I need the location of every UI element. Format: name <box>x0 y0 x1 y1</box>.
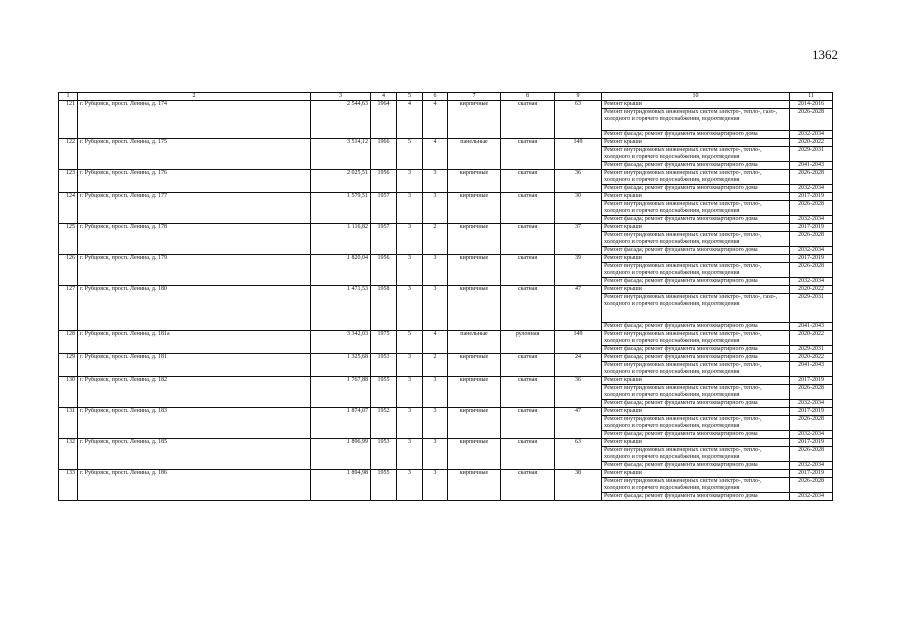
page-number: 1362 <box>812 47 838 62</box>
row-number-cell: 129 <box>59 354 78 377</box>
entrances-cell: 3 <box>423 470 448 501</box>
row-number-cell: 127 <box>59 286 78 331</box>
floors-cell: 4 <box>397 101 423 139</box>
repair-work-cell: Ремонт внутридомовых инженерных систем электро-, тепло-, холодного и горячего водоснабжения, водоотведения <box>602 478 790 493</box>
column-header-6: 6 <box>423 93 448 101</box>
repair-work-cell: Ремонт крыши <box>602 286 790 294</box>
column-header-5: 5 <box>397 93 423 101</box>
wall-material-cell: кирпичные <box>448 255 501 286</box>
entrances-cell: 3 <box>423 408 448 439</box>
repair-period-cell: 2020-2022 <box>790 139 833 147</box>
area-cell: 1 896,99 <box>311 439 371 470</box>
table-row <box>59 354 833 362</box>
residents-cell: 37 <box>555 224 602 255</box>
table-row <box>59 101 833 109</box>
address-cell: г. Рубцовск, просп. Ленина, д. 175 <box>78 139 311 170</box>
table-row <box>59 139 833 147</box>
area-cell: 1 820,04 <box>311 255 371 286</box>
row-number-cell: 124 <box>59 193 78 224</box>
wall-material-cell: кирпичные <box>448 354 501 377</box>
floors-cell: 5 <box>397 139 423 170</box>
repair-period-cell: 2026-2028 <box>790 232 833 247</box>
wall-material-cell: панельные <box>448 139 501 170</box>
column-header-9: 9 <box>555 93 602 101</box>
column-header-10: 10 <box>602 93 790 101</box>
entrances-cell: 3 <box>423 439 448 470</box>
address-cell: г. Рубцовск, просп. Ленина, д. 177 <box>78 193 311 224</box>
table-row <box>59 286 833 294</box>
roof-type-cell: рулонная <box>501 331 555 354</box>
address-cell: г. Рубцовск, просп. Ленина, д. 186 <box>78 470 311 501</box>
repair-work-cell: Ремонт крыши <box>602 139 790 147</box>
repair-work-cell: Ремонт крыши <box>602 408 790 416</box>
wall-material-cell: кирпичные <box>448 170 501 193</box>
year-cell: 1957 <box>371 193 397 224</box>
repair-work-cell: Ремонт крыши <box>602 439 790 447</box>
repair-work-cell: Ремонт крыши <box>602 255 790 263</box>
repair-period-cell: 2026-2028 <box>790 263 833 278</box>
column-header-1: 1 <box>59 93 78 101</box>
floors-cell: 5 <box>397 331 423 354</box>
area-cell: 1 874,07 <box>311 408 371 439</box>
repair-period-cell: 2017-2019 <box>790 224 833 232</box>
repair-period-cell: 2017-2019 <box>790 255 833 263</box>
roof-type-cell: скатная <box>501 224 555 255</box>
roof-type-cell: скатная <box>501 255 555 286</box>
repair-work-cell: Ремонт фасада; ремонт фундамента многоквартирного дома <box>602 431 790 439</box>
repair-work-cell: Ремонт внутридомовых инженерных систем электро-, тепло-, холодного и горячего водоснабжения, водоотведения <box>602 263 790 278</box>
roof-type-cell: скатная <box>501 408 555 439</box>
wall-material-cell: кирпичные <box>448 286 501 331</box>
floors-cell: 3 <box>397 286 423 331</box>
repair-period-cell: 2029-2031 <box>790 346 833 354</box>
repair-period-cell: 2032-2034 <box>790 131 833 139</box>
repair-work-cell: Ремонт внутридомовых инженерных систем электро-, тепло-, газо-, холодного и горячего водоснабжения, водоотведения <box>602 294 790 323</box>
roof-type-cell: скатная <box>501 170 555 193</box>
repair-work-cell: Ремонт фасада; ремонт фундамента многоквартирного дома <box>602 323 790 331</box>
area-cell: 1 894,98 <box>311 470 371 501</box>
residents-cell: 47 <box>555 408 602 439</box>
repair-work-cell: Ремонт внутридомовых инженерных систем электро-, тепло-, холодного и горячего водоснабжения, водоотведения <box>602 362 790 377</box>
year-cell: 1955 <box>371 377 397 408</box>
repair-work-cell: Ремонт фасада; ремонт фундамента многоквартирного дома <box>602 185 790 193</box>
year-cell: 1953 <box>371 439 397 470</box>
roof-type-cell: скатная <box>501 286 555 331</box>
column-header-2: 2 <box>78 93 311 101</box>
year-cell: 1956 <box>371 170 397 193</box>
address-cell: г. Рубцовск, просп. Ленина, д. 176 <box>78 170 311 193</box>
residents-cell: 149 <box>555 331 602 354</box>
repair-period-cell: 2017-2019 <box>790 408 833 416</box>
area-cell: 1 767,88 <box>311 377 371 408</box>
entrances-cell: 3 <box>423 286 448 331</box>
residents-cell: 63 <box>555 101 602 139</box>
repair-work-cell: Ремонт фасада; ремонт фундамента многоквартирного дома <box>602 162 790 170</box>
floors-cell: 3 <box>397 255 423 286</box>
entrances-cell: 3 <box>423 193 448 224</box>
repair-work-cell: Ремонт крыши <box>602 470 790 478</box>
residents-cell: 38 <box>555 470 602 501</box>
repair-period-cell: 2029-2031 <box>790 147 833 162</box>
column-header-4: 4 <box>371 93 397 101</box>
repair-period-cell: 2026-2028 <box>790 170 833 185</box>
roof-type-cell: скатная <box>501 354 555 377</box>
repair-period-cell: 2029-2031 <box>790 294 833 323</box>
repair-work-cell: Ремонт фасада; ремонт фундамента многоквартирного дома <box>602 131 790 139</box>
repair-work-cell: Ремонт внутридомовых инженерных систем электро-, тепло-, холодного и горячего водоснабжения, водоотведения <box>602 416 790 431</box>
floors-cell: 3 <box>397 439 423 470</box>
floors-cell: 3 <box>397 377 423 408</box>
column-header-7: 7 <box>448 93 501 101</box>
row-number-cell: 123 <box>59 170 78 193</box>
repair-period-cell: 2020-2022 <box>790 354 833 362</box>
table-row <box>59 377 833 385</box>
repair-period-cell: 2026-2028 <box>790 201 833 216</box>
repair-period-cell: 2026-2028 <box>790 447 833 462</box>
roof-type-cell: скатная <box>501 377 555 408</box>
address-cell: г. Рубцовск, просп. Ленина, д. 180 <box>78 286 311 331</box>
year-cell: 1958 <box>371 286 397 331</box>
repair-period-cell: 2032-2034 <box>790 493 833 501</box>
residents-cell: 36 <box>555 170 602 193</box>
repair-period-cell: 2020-2022 <box>790 286 833 294</box>
repair-work-cell: Ремонт фасада; ремонт фундамента многоквартирного дома <box>602 354 790 362</box>
year-cell: 1964 <box>371 101 397 139</box>
address-cell: г. Рубцовск, просп. Ленина, д. 178 <box>78 224 311 255</box>
wall-material-cell: кирпичные <box>448 193 501 224</box>
entrances-cell: 3 <box>423 170 448 193</box>
row-number-cell: 128 <box>59 331 78 354</box>
repair-period-cell: 2032-2034 <box>790 400 833 408</box>
repair-work-cell: Ремонт внутридомовых инженерных систем электро-, тепло-, газо-, холодного и горячего водоснабжения, водоотведения <box>602 109 790 131</box>
residents-cell: 24 <box>555 354 602 377</box>
repair-period-cell: 2032-2034 <box>790 431 833 439</box>
roof-type-cell: скатная <box>501 101 555 139</box>
roof-type-cell: скатная <box>501 439 555 470</box>
address-cell: г. Рубцовск, просп. Ленина, д. 185 <box>78 439 311 470</box>
residents-cell: 47 <box>555 286 602 331</box>
register-body <box>59 101 833 501</box>
repair-period-cell: 2026-2028 <box>790 109 833 131</box>
wall-material-cell: кирпичные <box>448 408 501 439</box>
repair-period-cell: 2032-2034 <box>790 247 833 255</box>
repair-period-cell: 2026-2028 <box>790 416 833 431</box>
repair-work-cell: Ремонт фасада; ремонт фундамента многоквартирного дома <box>602 493 790 501</box>
table-row <box>59 193 833 201</box>
floors-cell: 3 <box>397 193 423 224</box>
row-number-cell: 133 <box>59 470 78 501</box>
wall-material-cell: кирпичные <box>448 470 501 501</box>
repair-work-cell: Ремонт крыши <box>602 224 790 232</box>
row-number-cell: 131 <box>59 408 78 439</box>
row-number-cell: 132 <box>59 439 78 470</box>
column-number-row <box>59 93 833 101</box>
row-number-cell: 121 <box>59 101 78 139</box>
entrances-cell: 4 <box>423 101 448 139</box>
entrances-cell: 4 <box>423 331 448 354</box>
wall-material-cell: кирпичные <box>448 377 501 408</box>
residents-cell: 36 <box>555 377 602 408</box>
repair-work-cell: Ремонт фасада; ремонт фундамента многоквартирного дома <box>602 462 790 470</box>
roof-type-cell: скатная <box>501 470 555 501</box>
repair-work-cell: Ремонт крыши <box>602 377 790 385</box>
row-number-cell: 126 <box>59 255 78 286</box>
address-cell: г. Рубцовск, просп. Ленина, д. 181а <box>78 331 311 354</box>
repair-work-cell: Ремонт внутридомовых инженерных систем электро-, тепло-, холодного и горячего водоснабжения, водоотведения <box>602 147 790 162</box>
table-row <box>59 224 833 232</box>
column-header-8: 8 <box>501 93 555 101</box>
residents-cell: 39 <box>555 255 602 286</box>
repair-work-cell: Ремонт внутридомовых инженерных систем электро-, тепло-, холодного и горячего водоснабжения, водоотведения <box>602 232 790 247</box>
area-cell: 1 325,68 <box>311 354 371 377</box>
area-cell: 1 471,53 <box>311 286 371 331</box>
table-row <box>59 255 833 263</box>
repair-work-cell: Ремонт фасада; ремонт фундамента многоквартирного дома <box>602 278 790 286</box>
repair-period-cell: 2041-2043 <box>790 362 833 377</box>
residents-cell: 149 <box>555 139 602 170</box>
repair-period-cell: 2017-2019 <box>790 439 833 447</box>
wall-material-cell: кирпичные <box>448 224 501 255</box>
floors-cell: 3 <box>397 408 423 439</box>
wall-material-cell: кирпичные <box>448 439 501 470</box>
repair-work-cell: Ремонт внутридомовых инженерных систем электро-, тепло-, холодного и горячего водоснабжения, водоотведения <box>602 201 790 216</box>
year-cell: 1955 <box>371 470 397 501</box>
floors-cell: 3 <box>397 224 423 255</box>
roof-type-cell: скатная <box>501 139 555 170</box>
address-cell: г. Рубцовск, просп. Ленина, д. 182 <box>78 377 311 408</box>
repair-work-cell: Ремонт внутридомовых инженерных систем электро-, тепло-, холодного и горячего водоснабжения, водоотведения <box>602 331 790 346</box>
area-cell: 2 025,51 <box>311 170 371 193</box>
column-header-11: 11 <box>790 93 833 101</box>
floors-cell: 3 <box>397 354 423 377</box>
repair-period-cell: 2017-2019 <box>790 193 833 201</box>
entrances-cell: 2 <box>423 354 448 377</box>
roof-type-cell: скатная <box>501 193 555 224</box>
address-cell: г. Рубцовск, просп. Ленина, д. 183 <box>78 408 311 439</box>
table-row <box>59 170 833 185</box>
table-row <box>59 439 833 447</box>
row-number-cell: 122 <box>59 139 78 170</box>
column-header-3: 3 <box>311 93 371 101</box>
repair-period-cell: 2014-2016 <box>790 101 833 109</box>
year-cell: 1956 <box>371 255 397 286</box>
residents-cell: 63 <box>555 439 602 470</box>
repair-period-cell: 2041-2043 <box>790 323 833 331</box>
repair-work-cell: Ремонт фасада; ремонт фундамента многоквартирного дома <box>602 346 790 354</box>
entrances-cell: 3 <box>423 255 448 286</box>
repair-work-cell: Ремонт крыши <box>602 101 790 109</box>
repair-period-cell: 2041-2043 <box>790 162 833 170</box>
repair-work-cell: Ремонт внутридомовых инженерных систем электро-, тепло-, холодного и горячего водоснабжения, водоотведения <box>602 447 790 462</box>
address-cell: г. Рубцовск, просп. Ленина, д. 179 <box>78 255 311 286</box>
repair-period-cell: 2017-2019 <box>790 377 833 385</box>
wall-material-cell: панельные <box>448 331 501 354</box>
repair-period-cell: 2032-2034 <box>790 462 833 470</box>
capital-repair-register-table <box>58 92 833 501</box>
repair-period-cell: 2032-2034 <box>790 216 833 224</box>
repair-period-cell: 2026-2028 <box>790 385 833 400</box>
repair-work-cell: Ремонт внутридомовых инженерных систем электро-, тепло-, холодного и горячего водоснабжения, водоотведения <box>602 170 790 185</box>
floors-cell: 3 <box>397 170 423 193</box>
area-cell: 3 514,12 <box>311 139 371 170</box>
repair-work-cell: Ремонт фасада; ремонт фундамента многоквартирного дома <box>602 400 790 408</box>
year-cell: 1957 <box>371 224 397 255</box>
repair-period-cell: 2017-2019 <box>790 470 833 478</box>
residents-cell: 30 <box>555 193 602 224</box>
table-row <box>59 470 833 478</box>
repair-work-cell: Ремонт фасада; ремонт фундамента многоквартирного дома <box>602 247 790 255</box>
row-number-cell: 130 <box>59 377 78 408</box>
year-cell: 1975 <box>371 331 397 354</box>
address-cell: г. Рубцовск, просп. Ленина, д. 181 <box>78 354 311 377</box>
repair-period-cell: 2020-2022 <box>790 331 833 346</box>
area-cell: 1 116,82 <box>311 224 371 255</box>
repair-work-cell: Ремонт крыши <box>602 193 790 201</box>
entrances-cell: 4 <box>423 139 448 170</box>
area-cell: 3 342,03 <box>311 331 371 354</box>
entrances-cell: 3 <box>423 377 448 408</box>
repair-work-cell: Ремонт внутридомовых инженерных систем электро-, тепло-, холодного и горячего водоснабжения, водоотведения <box>602 385 790 400</box>
floors-cell: 3 <box>397 470 423 501</box>
area-cell: 2 544,63 <box>311 101 371 139</box>
row-number-cell: 125 <box>59 224 78 255</box>
area-cell: 1 579,51 <box>311 193 371 224</box>
entrances-cell: 2 <box>423 224 448 255</box>
table-row <box>59 331 833 346</box>
repair-period-cell: 2032-2034 <box>790 278 833 286</box>
year-cell: 1953 <box>371 354 397 377</box>
repair-work-cell: Ремонт фасада; ремонт фундамента многоквартирного дома <box>602 216 790 224</box>
repair-period-cell: 2026-2028 <box>790 478 833 493</box>
wall-material-cell: кирпичные <box>448 101 501 139</box>
address-cell: г. Рубцовск, просп. Ленина, д. 174 <box>78 101 311 139</box>
table-row <box>59 408 833 416</box>
year-cell: 1966 <box>371 139 397 170</box>
year-cell: 1952 <box>371 408 397 439</box>
repair-period-cell: 2032-2034 <box>790 185 833 193</box>
